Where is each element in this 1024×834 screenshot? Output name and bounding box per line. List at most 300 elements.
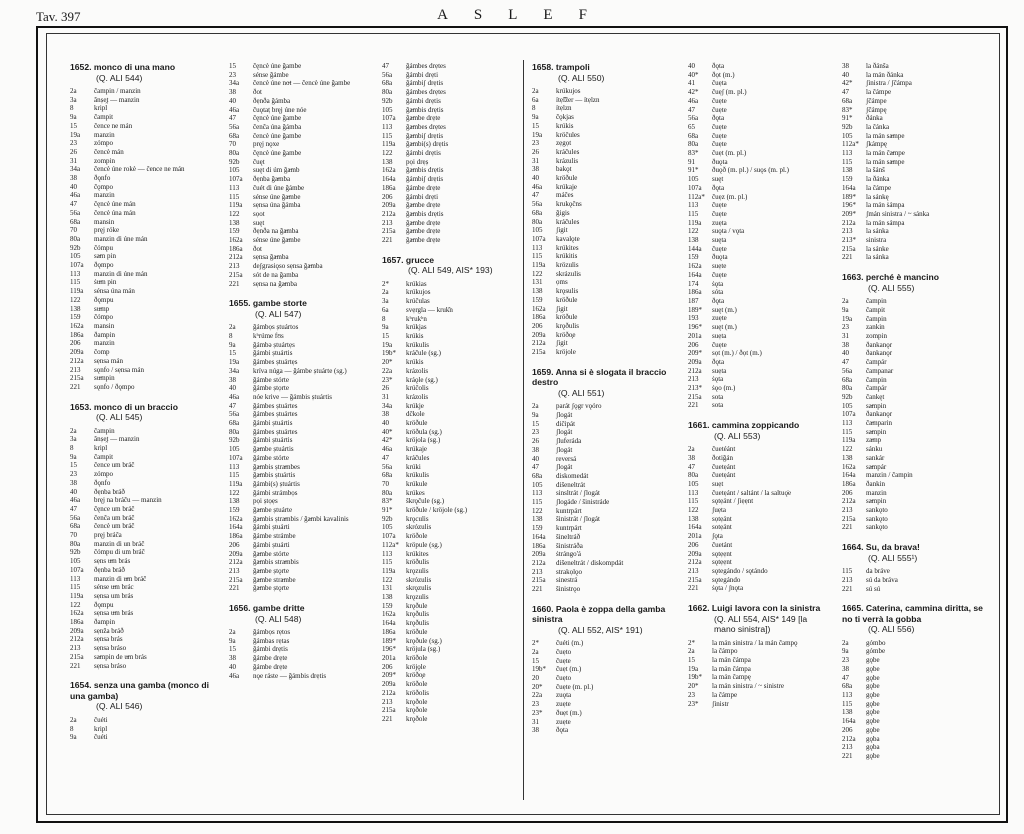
entry-row xyxy=(688,647,830,656)
locality-number: 119a xyxy=(532,261,546,270)
locality-number: 107a xyxy=(842,410,856,419)
dialect-form: sénse úne ğa̶mbe xyxy=(253,236,301,245)
locality-number: 105 xyxy=(688,479,699,488)
dialect-form: strakọlǫo xyxy=(556,567,583,576)
locality-number: 107a xyxy=(229,453,243,462)
locality-number: 2* xyxy=(688,638,695,647)
locality-number: 213 xyxy=(229,262,240,271)
entry-row xyxy=(532,533,682,542)
locality-number: 38 xyxy=(532,165,539,174)
locality-number: 92b xyxy=(70,548,81,557)
entry-row xyxy=(70,601,218,610)
dialect-form: ğámbọs rẹtos xyxy=(253,628,291,637)
entry-row xyxy=(70,218,218,227)
entry-row xyxy=(229,332,369,341)
locality-number: 56a xyxy=(382,70,393,79)
locality-number: 23 xyxy=(842,323,849,332)
entry-row xyxy=(382,689,518,698)
entry-row xyxy=(70,226,218,235)
locality-number: 68a xyxy=(688,131,699,140)
entry-row xyxy=(688,550,830,559)
locality-number: 38 xyxy=(842,62,849,70)
dialect-form: krǫsulis xyxy=(556,287,579,296)
locality-number: 215a xyxy=(532,576,546,585)
dialect-form: kröjola (sg.) xyxy=(406,436,441,445)
dialect-form: suęt (m.) xyxy=(712,323,737,332)
dialect-form: dčkole xyxy=(406,410,425,419)
locality-number: 212a xyxy=(229,253,243,262)
locality-number: 162a xyxy=(382,610,396,619)
entry-row xyxy=(688,184,830,193)
entry-row xyxy=(532,411,682,420)
entry-section xyxy=(382,62,518,245)
dialect-form: nǫe ráste — ğámbis drẹtis xyxy=(253,671,327,680)
locality-number: 68a xyxy=(532,471,543,480)
dialect-form: ğa̶mbe ṣtuárte xyxy=(253,506,293,515)
entry-row xyxy=(70,305,218,314)
entry-number: 1653. xyxy=(70,401,92,412)
dialect-form: zómpo xyxy=(94,470,114,479)
locality-number: 20* xyxy=(532,682,543,691)
dialect-form: čęncè úne ğambe xyxy=(253,149,302,158)
dialect-form: čómpo xyxy=(94,313,114,322)
dialect-form: su̶mpin xyxy=(94,374,115,383)
dialect-form: ʃuẹta xyxy=(712,506,726,515)
entry-row xyxy=(70,252,218,261)
entry-row xyxy=(842,489,992,498)
dialect-form: krúkulis xyxy=(406,471,429,480)
entry-row xyxy=(842,114,992,123)
locality-number: 164a xyxy=(688,523,702,532)
locality-number: 92b xyxy=(229,157,240,166)
entry-row xyxy=(229,323,369,332)
locality-number: 115 xyxy=(70,278,81,287)
entry-title: monco di un braccio xyxy=(91,401,178,412)
entry-row xyxy=(532,157,682,166)
dialect-form: ğámbi drẹtis xyxy=(253,645,288,654)
locality-number: 186a xyxy=(688,288,702,297)
entry-heading xyxy=(842,272,992,293)
entry-row xyxy=(229,558,369,567)
entry-row xyxy=(842,656,992,665)
locality-number: 213 xyxy=(688,375,699,384)
entry-row xyxy=(70,583,218,592)
locality-number: 159 xyxy=(532,295,543,304)
locality-number: 46a xyxy=(229,392,240,401)
dialect-form: čuẹʃ (m. pl.) xyxy=(712,88,747,97)
locality-number: 113 xyxy=(70,269,81,278)
entry-row xyxy=(70,322,218,331)
locality-number: 46a xyxy=(70,496,81,505)
dialect-form: skrózulis xyxy=(406,575,432,584)
dialect-form: ðankanǫr xyxy=(866,410,893,419)
locality-number: 215a xyxy=(70,652,84,661)
entry-row xyxy=(842,166,992,175)
entry-row xyxy=(70,383,218,392)
entry-row xyxy=(229,419,369,428)
entry-row xyxy=(382,175,518,184)
dialect-form: čuẹta xyxy=(712,79,727,88)
entry-row xyxy=(382,358,518,367)
entry-row xyxy=(382,497,518,506)
locality-number: 56a xyxy=(842,366,853,375)
locality-number: 122 xyxy=(382,575,393,584)
column-1 xyxy=(70,56,218,742)
dialect-form: kʰrukʰn xyxy=(406,314,427,323)
locality-number: 23 xyxy=(688,690,695,699)
locality-number: 22a xyxy=(382,366,393,375)
dialect-form: ğámbe drẹte xyxy=(253,662,288,671)
dialect-form: ʃlogát xyxy=(556,445,573,454)
entry-row xyxy=(229,402,369,411)
entry-row xyxy=(842,735,992,744)
dialect-form: ğámbes ṣtuártes xyxy=(253,410,298,419)
locality-number: 19a xyxy=(70,130,81,139)
entry-row xyxy=(70,357,218,366)
entry-row xyxy=(229,454,369,463)
entry-row xyxy=(70,725,218,734)
locality-number: 162a xyxy=(532,304,546,313)
dialect-form: ğámbi(s) ṣtuártis xyxy=(253,479,300,488)
dialect-form: mansin xyxy=(94,321,115,330)
entry-row xyxy=(532,463,682,472)
locality-number: 83* xyxy=(688,149,699,158)
dialect-form: ğámbi strámbọs xyxy=(253,488,298,497)
entry-row xyxy=(532,437,682,446)
dialect-form: kröðo̧e xyxy=(556,330,576,339)
dialect-form: ğa̶mbis drẹtis xyxy=(406,105,444,114)
locality-number: 209a xyxy=(532,550,546,559)
dialect-form: sóta xyxy=(712,288,724,297)
dialect-form: ğámbe strámbe xyxy=(253,532,296,541)
dialect-form: krúkjas xyxy=(406,323,427,332)
entry-row xyxy=(382,132,518,141)
dialect-form: kröjula (sg.) xyxy=(406,645,441,654)
locality-number: 46a xyxy=(229,671,240,680)
dialect-form: krúkias xyxy=(406,279,427,288)
entry-row xyxy=(382,506,518,515)
locality-number: 212a xyxy=(70,356,84,365)
locality-number: 2a xyxy=(842,638,849,647)
entry-row xyxy=(842,201,992,210)
locality-number: 105 xyxy=(688,175,699,184)
dialect-form: ʃigit xyxy=(556,339,568,348)
locality-number: 138 xyxy=(842,708,853,717)
dialect-form: sọot xyxy=(253,209,265,218)
locality-number: 15 xyxy=(688,655,695,664)
dialect-form: ğámbi drẹtis xyxy=(406,96,441,105)
locality-number: 23 xyxy=(229,70,236,79)
dialect-form: čampin xyxy=(94,426,115,435)
locality-number: 186a xyxy=(70,618,84,627)
dialect-form: čampanar xyxy=(866,366,894,375)
locality-number: 159 xyxy=(229,506,240,515)
dialect-form: ðǫmpu xyxy=(94,295,114,304)
locality-number: 122 xyxy=(70,295,81,304)
locality-number: 107a xyxy=(70,565,84,574)
locality-number: 92b xyxy=(382,96,393,105)
locality-number: 162a xyxy=(688,262,702,271)
locality-number: 206 xyxy=(70,339,81,348)
dialect-form: ğámbe stórte xyxy=(253,375,289,384)
locality-number: 212a xyxy=(229,558,243,567)
locality-number: 206 xyxy=(688,340,699,349)
locality-number: 70 xyxy=(70,531,77,540)
locality-number: 189* xyxy=(688,305,702,314)
dialect-form: krǫculis xyxy=(406,514,429,523)
locality-number: 186a xyxy=(532,541,546,550)
dialect-form: nóe krive — ğámbis ṣtuártis xyxy=(253,392,332,401)
entry-row xyxy=(688,358,830,367)
entry-reference: (Q. ALI 547) xyxy=(255,308,302,319)
dialect-form: sa̶mpin xyxy=(866,427,887,436)
dialect-form: skrózulis xyxy=(406,523,432,532)
dialect-form: čęnce um bráč xyxy=(94,504,135,513)
locality-number: 122 xyxy=(229,488,240,497)
locality-number: 115 xyxy=(688,497,699,506)
dialect-form: sotẹánt xyxy=(712,523,732,532)
entry-row xyxy=(532,568,682,577)
locality-number: 15 xyxy=(229,645,236,654)
entry-row xyxy=(688,341,830,350)
locality-number: 3a xyxy=(70,95,77,104)
locality-number: 40 xyxy=(229,662,236,671)
dialect-form: zuǫta xyxy=(556,691,572,700)
entry-row xyxy=(382,628,518,637)
dialect-form: ğámbi drẹti xyxy=(406,192,439,201)
entry-section xyxy=(382,255,518,724)
entry-row xyxy=(688,497,830,506)
dialect-form: ðǫta xyxy=(712,296,725,305)
locality-number: 213 xyxy=(229,566,240,575)
dialect-form: čuęt xyxy=(253,157,265,166)
locality-number: 115 xyxy=(842,567,853,576)
locality-number: 206 xyxy=(382,192,393,201)
locality-number: 115 xyxy=(229,192,240,201)
column-4 xyxy=(532,56,682,735)
dialect-form: kröčules xyxy=(556,130,580,139)
locality-number: 215a xyxy=(842,244,856,253)
locality-number: 209* xyxy=(382,671,396,680)
dialect-form: manzin xyxy=(94,191,115,200)
locality-number: 107a xyxy=(688,183,702,192)
locality-number: 31 xyxy=(532,717,539,726)
dialect-form: ğa̶mbe ṣtuártis xyxy=(253,445,294,454)
entry-row xyxy=(382,341,518,350)
dialect-form: la mán sinistra / la mán čampǫ xyxy=(712,638,798,647)
dialect-form: čencè úne no̶t — čencè úne ğambe xyxy=(253,79,351,88)
dialect-form: suęt xyxy=(253,218,265,227)
entry-row xyxy=(688,349,830,358)
dialect-form: ğámbi ṣtuárti xyxy=(253,540,290,549)
locality-number: 221 xyxy=(229,279,240,288)
entry-row xyxy=(70,635,218,644)
locality-number: 92b xyxy=(842,122,853,131)
entry-title: Su, da brava! xyxy=(863,542,920,553)
locality-number: 212a xyxy=(382,688,396,697)
locality-number: 70 xyxy=(70,226,77,235)
locality-number: 8 xyxy=(382,314,386,323)
entry-row xyxy=(688,158,830,167)
dialect-form: ʃlogáde / šinistráde xyxy=(556,498,610,507)
locality-number: 221 xyxy=(70,382,81,391)
dialect-form: krǫðule (sg.) xyxy=(406,636,442,645)
entry-reference: (Q. ALI 554, AIS* 149 [la mano sinistra]) xyxy=(714,613,808,635)
locality-number: 23 xyxy=(532,700,539,709)
locality-number: 212a xyxy=(842,218,856,227)
dialect-form: ðẹnða na ğa̶mba xyxy=(253,227,299,236)
dialect-form: krúkitis xyxy=(556,252,578,261)
dialect-form: čencè úne ğambe xyxy=(253,131,302,140)
entry-row xyxy=(532,691,682,700)
dialect-form: kröðule xyxy=(556,295,578,304)
dialect-form: suęt (m.) xyxy=(712,305,737,314)
entry-row xyxy=(842,88,992,97)
locality-number: 105 xyxy=(532,480,543,489)
entry-row xyxy=(532,524,682,533)
dialect-form: parát ʃǫgr vǫóro xyxy=(556,402,602,411)
locality-number: 206 xyxy=(688,540,699,549)
locality-number: 105 xyxy=(842,401,853,410)
entry-row xyxy=(70,627,218,636)
entry-row xyxy=(70,716,218,725)
entry-row xyxy=(532,585,682,594)
dialect-form: sǫtẹẹnt xyxy=(712,558,732,567)
entry-row xyxy=(70,235,218,244)
dialect-form: kröðole xyxy=(406,654,428,662)
locality-number: 209a xyxy=(229,549,243,558)
entry-row xyxy=(688,656,830,665)
entry-row xyxy=(688,210,830,219)
dialect-form: ðampin xyxy=(94,330,115,339)
entry-row xyxy=(688,227,830,236)
entry-row xyxy=(70,313,218,322)
entry-row xyxy=(842,393,992,402)
entry-row xyxy=(382,445,518,454)
locality-number: 9a xyxy=(842,305,849,314)
entry-row xyxy=(229,106,369,115)
locality-number: 105 xyxy=(229,445,240,454)
entry-row xyxy=(842,384,992,393)
locality-number: 138 xyxy=(229,218,240,227)
dialect-form: čampit xyxy=(94,113,114,122)
dialect-form: sa̶m pin xyxy=(94,252,116,261)
locality-number: 70 xyxy=(229,140,236,149)
dialect-form: ðankanǫr xyxy=(866,340,893,349)
locality-number: 40 xyxy=(842,70,849,79)
entry-row xyxy=(688,219,830,228)
entry-heading xyxy=(70,402,218,423)
entry-row xyxy=(688,367,830,376)
locality-number: 138 xyxy=(532,515,543,524)
entry-row xyxy=(382,523,518,532)
entry-row xyxy=(70,96,218,105)
locality-number: 19b* xyxy=(532,665,546,674)
dialect-form: ğámbọs ṣtuártos xyxy=(253,323,299,332)
entry-row xyxy=(688,673,830,682)
dialect-form: krázulis xyxy=(556,156,579,165)
entry-row xyxy=(688,123,830,132)
locality-number: 47 xyxy=(688,105,695,114)
locality-number: 9a xyxy=(532,411,539,419)
locality-number: 80a xyxy=(532,217,543,226)
entry-row xyxy=(229,480,369,489)
locality-number: 209a xyxy=(70,626,84,635)
locality-number: 2a xyxy=(532,87,539,95)
entry-row xyxy=(842,79,992,88)
locality-number: 47 xyxy=(842,88,849,97)
dialect-form: la šánš xyxy=(866,166,885,175)
locality-number: 2a xyxy=(688,445,695,454)
dialect-form: ðot xyxy=(253,88,262,97)
entry-row xyxy=(229,489,369,498)
entry-section xyxy=(688,420,830,593)
entry-row xyxy=(688,489,830,498)
entry-row xyxy=(842,227,992,236)
entry-row xyxy=(842,515,992,524)
dialect-form: sota xyxy=(712,392,724,401)
entry-row xyxy=(532,455,682,464)
locality-number: 23 xyxy=(532,139,539,148)
locality-number: 19b* xyxy=(382,349,396,358)
dialect-form: la čámpe xyxy=(866,88,892,97)
entry-row xyxy=(70,531,218,540)
locality-number: 92b xyxy=(70,243,81,252)
dialect-form: kripl xyxy=(94,444,108,453)
entry-section xyxy=(70,62,218,392)
dialect-form: diskomedát xyxy=(556,471,589,480)
dialect-form: suẹte xyxy=(712,262,727,271)
entry-row xyxy=(229,358,369,367)
locality-number: 47 xyxy=(842,673,849,682)
entry-row xyxy=(532,331,682,340)
locality-number: 164a xyxy=(382,175,396,184)
entry-row xyxy=(688,541,830,550)
dialect-form: suęt di úm ğa̶mb xyxy=(253,166,300,175)
dialect-form: kröðule xyxy=(556,174,578,183)
entry-row xyxy=(70,174,218,183)
dialect-form: krǫðole xyxy=(406,706,428,715)
locality-number: 221 xyxy=(842,584,853,593)
locality-number: 15 xyxy=(70,121,77,130)
locality-number: 215a xyxy=(842,514,856,523)
locality-number: 42* xyxy=(688,88,699,97)
entry-row xyxy=(842,236,992,245)
locality-number: 213 xyxy=(688,566,699,575)
dialect-form: suẹta xyxy=(712,366,727,375)
dialect-form: kröðule / kröjole (sg.) xyxy=(406,506,468,515)
entry-row xyxy=(688,88,830,97)
entry-row xyxy=(842,323,992,332)
entry-row xyxy=(70,435,218,444)
dialect-form: sénse úne ğa̶mbe xyxy=(253,192,301,201)
locality-number: 119a xyxy=(70,287,84,296)
dialect-form: ðuǫta xyxy=(712,157,728,166)
entry-section xyxy=(842,603,992,760)
dialect-form: suẹt xyxy=(712,479,724,488)
entry-number: 1663. xyxy=(842,272,864,283)
locality-number: 122 xyxy=(229,209,240,218)
locality-number: 92b xyxy=(382,514,393,523)
dialect-form: la čánka xyxy=(866,122,890,131)
dialect-form: čęncè úne ğambe xyxy=(253,114,302,123)
dialect-form: škrǫčule (sg.) xyxy=(406,497,445,506)
locality-number: 215a xyxy=(70,374,84,383)
entry-row xyxy=(842,175,992,184)
dialect-form: sánku xyxy=(866,445,883,454)
locality-number: 113 xyxy=(842,149,853,158)
locality-number: 122 xyxy=(382,149,393,158)
